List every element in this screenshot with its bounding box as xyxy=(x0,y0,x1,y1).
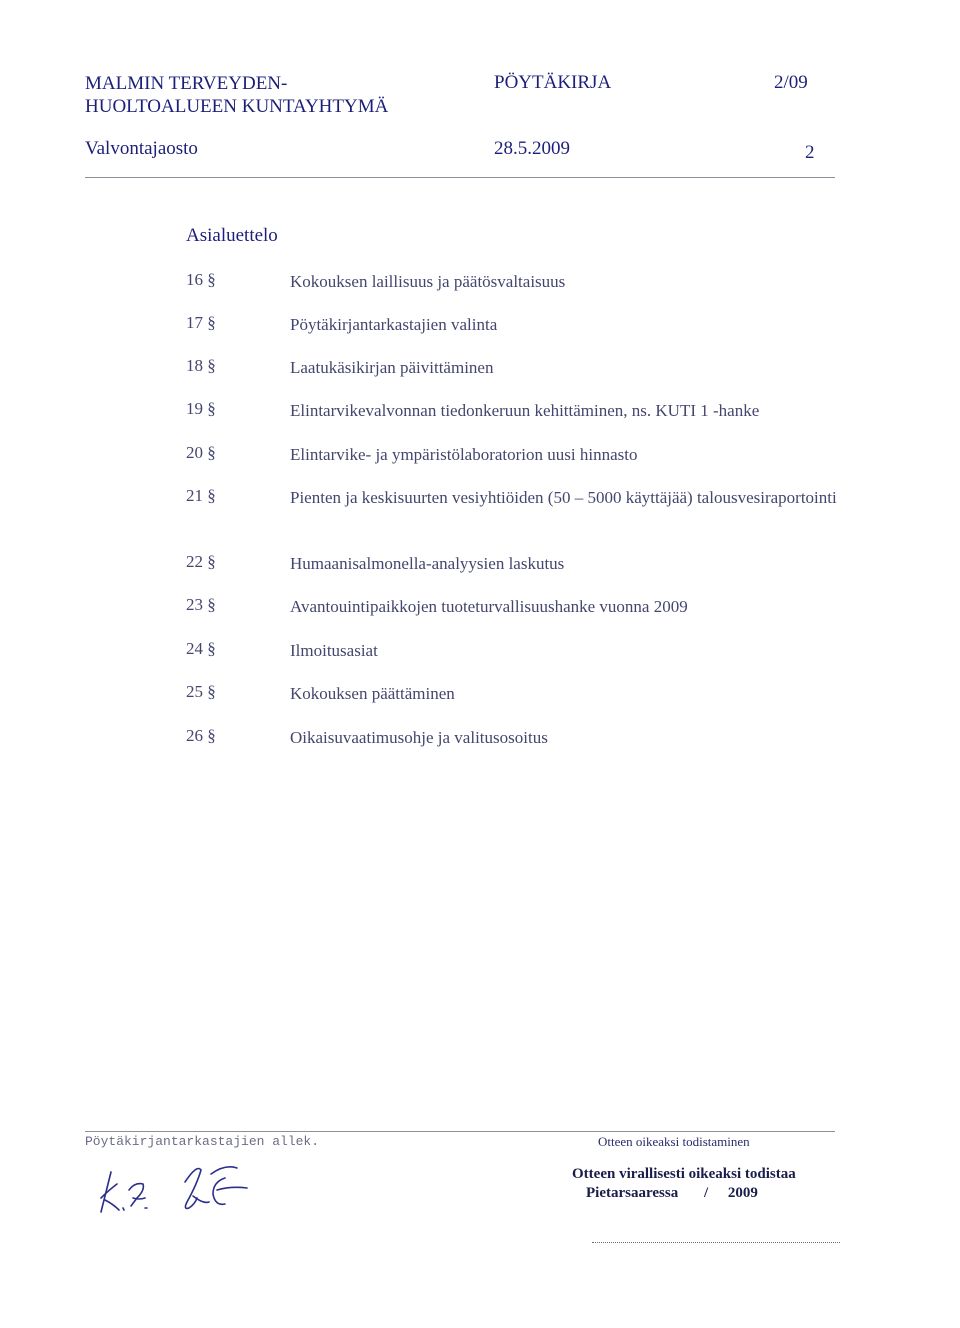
agenda-section-number: 17 § xyxy=(186,313,216,332)
agenda-section-number: 21 § xyxy=(186,486,216,505)
document-number: 2/09 xyxy=(774,72,808,93)
agenda-item-title: Kokouksen laillisuus ja päätösvaltaisuus xyxy=(290,272,566,291)
certification-separator: / xyxy=(703,1185,709,1201)
agenda-item-title: Kokouksen päättäminen xyxy=(290,684,455,703)
footer-divider xyxy=(85,1131,835,1132)
agenda-section-number: 18 § xyxy=(186,356,216,375)
agenda-section-number: 25 § xyxy=(186,682,216,701)
certification-signature-line xyxy=(592,1242,840,1243)
certification-statement: Otteen virallisesti oikeaksi todistaa xyxy=(572,1166,796,1182)
agenda-section-number: 16 § xyxy=(186,270,216,289)
agenda-section-number: 23 § xyxy=(186,595,216,614)
agenda-title: Asialuettelo xyxy=(186,225,278,246)
department-name: Valvontajaosto xyxy=(85,138,198,159)
agenda-section-number: 26 § xyxy=(186,726,216,745)
agenda-item-title: Pöytäkirjantarkastajien valinta xyxy=(290,315,498,334)
organization-name-line2: HUOLTOALUEEN KUNTAYHTYMÄ xyxy=(85,96,389,117)
agenda-section-number: 24 § xyxy=(186,639,216,658)
header-divider xyxy=(85,177,835,178)
official-certification xyxy=(572,1165,796,1203)
agenda-section-number: 22 § xyxy=(186,552,216,571)
agenda-item-title: Humaanisalmonella-analyysien laskutus xyxy=(290,554,565,573)
agenda-section-number: 20 § xyxy=(186,443,216,462)
agenda-item-title: Oikaisuvaatimusohje ja valitusosoitus xyxy=(290,728,548,747)
meeting-date: 28.5.2009 xyxy=(494,138,570,159)
agenda-item-title: Pienten ja keskisuurten vesiyhtiöiden (50 – 5000 käyttäjää) talousvesiraportointi xyxy=(290,488,837,507)
handwritten-signatures xyxy=(85,1160,305,1230)
organization-name xyxy=(85,72,388,118)
agenda-item-title: Elintarvikevalvonnan tiedonkeruun kehittäminen, ns. KUTI 1 -hanke xyxy=(290,401,760,420)
agenda-section-number: 19 § xyxy=(186,399,216,418)
certification-year: 2009 xyxy=(727,1185,758,1201)
organization-name-line1: MALMIN TERVEYDEN- xyxy=(85,73,288,94)
agenda-item-title: Elintarvike- ja ympäristölaboratorion uusi hinnasto xyxy=(290,445,638,464)
agenda-item-title: Laatukäsikirjan päivittäminen xyxy=(290,358,494,377)
agenda-item-title: Avantouintipaikkojen tuoteturvallisuushanke vuonna 2009 xyxy=(290,597,688,616)
certification-place: Pietarsaaressa xyxy=(586,1185,679,1201)
minutes-checkers-signature-label: Pöytäkirjantarkastajien allek. xyxy=(85,1134,320,1149)
agenda-item-title: Ilmoitusasiat xyxy=(290,641,378,660)
extract-certification-label: Otteen oikeaksi todistaminen xyxy=(598,1134,750,1149)
document-type: PÖYTÄKIRJA xyxy=(494,72,612,93)
page-number: 2 xyxy=(805,142,815,163)
certification-place-line xyxy=(572,1184,796,1203)
